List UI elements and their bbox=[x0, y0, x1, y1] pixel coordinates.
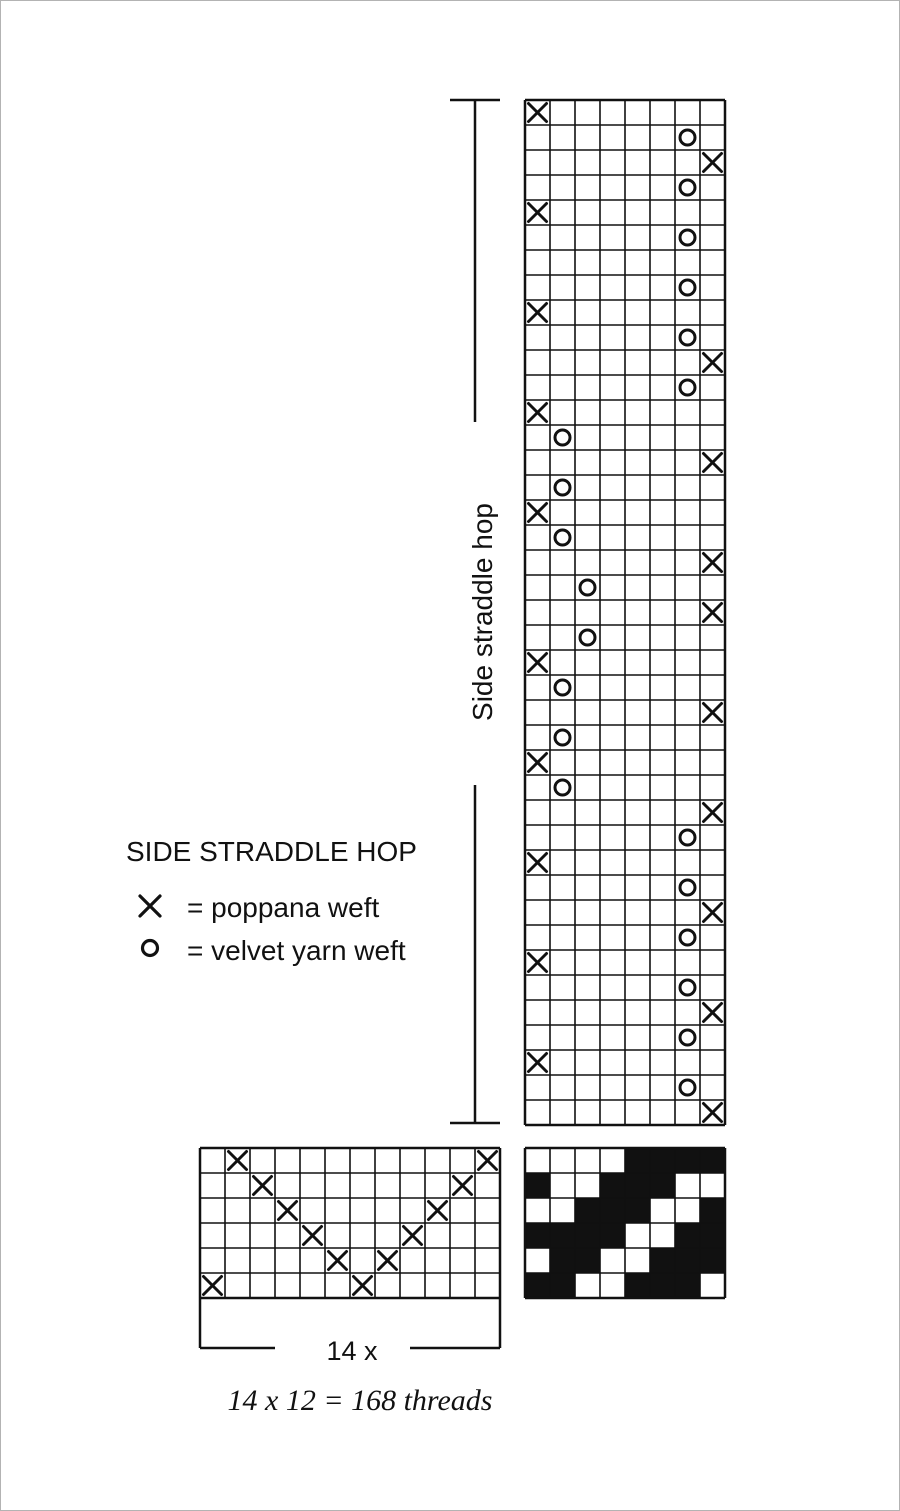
o-mark bbox=[680, 930, 695, 945]
x-mark bbox=[529, 104, 547, 122]
x-mark bbox=[529, 654, 547, 672]
threads-formula: 14 x 12 = 168 threads bbox=[227, 1384, 493, 1417]
x-mark-icon bbox=[140, 896, 160, 916]
tieup-filled-cell bbox=[550, 1273, 575, 1298]
x-mark bbox=[404, 1227, 422, 1245]
x-mark bbox=[354, 1277, 372, 1295]
tieup-filled-cell bbox=[600, 1198, 625, 1223]
x-mark bbox=[529, 1054, 547, 1072]
tieup-filled-cell bbox=[575, 1198, 600, 1223]
o-mark bbox=[680, 380, 695, 395]
tieup-filled-cell bbox=[625, 1148, 650, 1173]
x-mark bbox=[704, 1004, 722, 1022]
x-mark bbox=[479, 1152, 497, 1170]
tieup-filled-cell bbox=[625, 1273, 650, 1298]
tieup-filled-cell bbox=[675, 1273, 700, 1298]
legend-title: SIDE STRADDLE HOP bbox=[126, 836, 417, 867]
tieup-filled-cell bbox=[625, 1198, 650, 1223]
tieup-filled-cell bbox=[600, 1173, 625, 1198]
x-mark bbox=[704, 904, 722, 922]
tieup-filled-cell bbox=[675, 1248, 700, 1273]
circle-mark-icon bbox=[143, 941, 158, 956]
o-mark bbox=[680, 880, 695, 895]
o-mark bbox=[680, 330, 695, 345]
tieup-filled-cell bbox=[650, 1173, 675, 1198]
x-mark bbox=[704, 154, 722, 172]
tieup-filled-cell bbox=[525, 1173, 550, 1198]
o-mark bbox=[680, 180, 695, 195]
o-mark bbox=[680, 130, 695, 145]
o-mark bbox=[555, 480, 570, 495]
tieup-filled-cell bbox=[700, 1248, 725, 1273]
treadling-grid bbox=[525, 100, 725, 1125]
legend-item-poppana: = poppana weft bbox=[187, 892, 380, 923]
o-mark bbox=[680, 1080, 695, 1095]
tieup-filled-cell bbox=[550, 1223, 575, 1248]
bracket-label: Side straddle hop bbox=[467, 503, 498, 721]
o-mark bbox=[680, 230, 695, 245]
tieup-filled-cell bbox=[625, 1173, 650, 1198]
x-mark bbox=[429, 1202, 447, 1220]
tieup-filled-cell bbox=[675, 1148, 700, 1173]
o-mark bbox=[680, 1030, 695, 1045]
o-mark bbox=[555, 680, 570, 695]
tieup-filled-cell bbox=[675, 1223, 700, 1248]
o-mark bbox=[555, 730, 570, 745]
x-mark bbox=[704, 454, 722, 472]
x-mark bbox=[529, 954, 547, 972]
x-mark bbox=[529, 204, 547, 222]
tieup-filled-cell bbox=[525, 1273, 550, 1298]
o-mark bbox=[680, 980, 695, 995]
o-mark bbox=[580, 580, 595, 595]
x-mark bbox=[304, 1227, 322, 1245]
x-mark bbox=[254, 1177, 272, 1195]
x-mark bbox=[204, 1277, 222, 1295]
repeat-label: 14 x bbox=[326, 1336, 378, 1366]
tieup-filled-cell bbox=[650, 1148, 675, 1173]
x-mark bbox=[704, 554, 722, 572]
tieup-filled-cell bbox=[700, 1198, 725, 1223]
tieup-filled-cell bbox=[525, 1223, 550, 1248]
o-mark bbox=[680, 280, 695, 295]
x-mark bbox=[704, 704, 722, 722]
x-mark bbox=[529, 504, 547, 522]
o-mark bbox=[555, 530, 570, 545]
x-mark bbox=[229, 1152, 247, 1170]
threading-grid bbox=[200, 1148, 500, 1298]
x-mark bbox=[529, 754, 547, 772]
o-mark bbox=[680, 830, 695, 845]
x-mark bbox=[379, 1252, 397, 1270]
legend-item-velvet: = velvet yarn weft bbox=[187, 935, 406, 966]
x-mark bbox=[454, 1177, 472, 1195]
tieup-filled-cell bbox=[600, 1223, 625, 1248]
tieup-filled-cell bbox=[650, 1248, 675, 1273]
x-mark bbox=[704, 354, 722, 372]
x-mark bbox=[529, 404, 547, 422]
tieup-filled-cell bbox=[650, 1273, 675, 1298]
x-mark bbox=[279, 1202, 297, 1220]
tieup-grid bbox=[525, 1148, 725, 1298]
o-mark bbox=[580, 630, 595, 645]
x-mark bbox=[704, 804, 722, 822]
x-mark bbox=[529, 304, 547, 322]
x-mark bbox=[704, 1104, 722, 1122]
tieup-filled-cell bbox=[700, 1223, 725, 1248]
tieup-filled-cell bbox=[575, 1223, 600, 1248]
x-mark bbox=[329, 1252, 347, 1270]
o-mark bbox=[555, 780, 570, 795]
x-mark bbox=[704, 604, 722, 622]
tieup-filled-cell bbox=[700, 1148, 725, 1173]
x-mark bbox=[529, 854, 547, 872]
o-mark bbox=[555, 430, 570, 445]
tieup-filled-cell bbox=[550, 1248, 575, 1273]
tieup-filled-cell bbox=[575, 1248, 600, 1273]
